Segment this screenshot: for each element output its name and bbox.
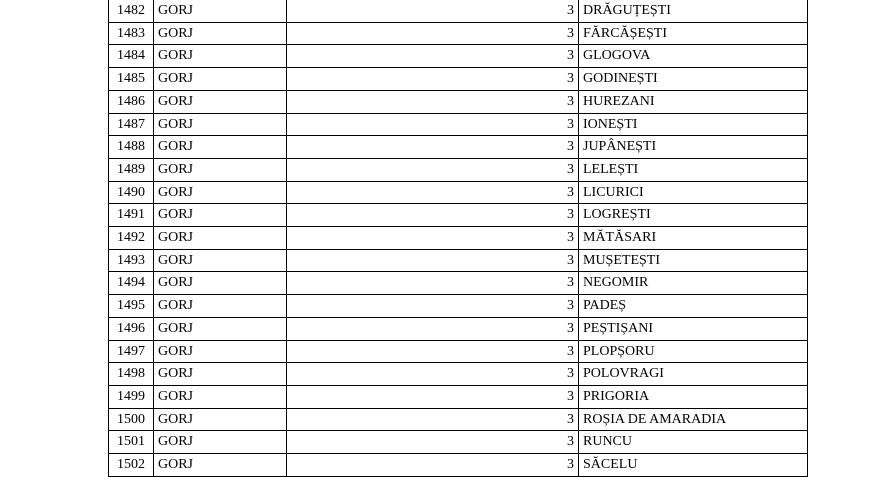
code-cell: 3 xyxy=(287,317,579,340)
row-number-cell: 1484 xyxy=(109,45,154,68)
county-cell: GORJ xyxy=(154,0,287,22)
locality-cell: SĂCELU xyxy=(579,454,808,477)
locality-cell: PRIGORIA xyxy=(579,385,808,408)
table-row xyxy=(109,385,808,408)
table-row xyxy=(109,272,808,295)
county-cell: GORJ xyxy=(154,90,287,113)
code-cell: 3 xyxy=(287,340,579,363)
locality-cell: HUREZANI xyxy=(579,90,808,113)
locality-cell: MĂTĂSARI xyxy=(579,227,808,250)
table-row xyxy=(109,68,808,91)
code-cell: 3 xyxy=(287,113,579,136)
table-row xyxy=(109,408,808,431)
locality-cell: LOGREȘTI xyxy=(579,204,808,227)
locality-cell: GODINEȘTI xyxy=(579,68,808,91)
table-row xyxy=(109,90,808,113)
table-row xyxy=(109,340,808,363)
table-row xyxy=(109,181,808,204)
row-number-cell: 1501 xyxy=(109,431,154,454)
row-number-cell: 1482 xyxy=(109,0,154,22)
county-cell: GORJ xyxy=(154,227,287,250)
locality-cell: JUPÂNEȘTI xyxy=(579,136,808,159)
row-number-cell: 1500 xyxy=(109,408,154,431)
county-cell: GORJ xyxy=(154,158,287,181)
code-cell: 3 xyxy=(287,0,579,22)
row-number-cell: 1483 xyxy=(109,22,154,45)
county-cell: GORJ xyxy=(154,22,287,45)
county-cell: GORJ xyxy=(154,454,287,477)
localities-table xyxy=(108,0,808,477)
code-cell: 3 xyxy=(287,45,579,68)
code-cell: 3 xyxy=(287,249,579,272)
table-row xyxy=(109,431,808,454)
row-number-cell: 1497 xyxy=(109,340,154,363)
locality-cell: PEȘTIȘANI xyxy=(579,317,808,340)
code-cell: 3 xyxy=(287,90,579,113)
code-cell: 3 xyxy=(287,431,579,454)
table-row xyxy=(109,363,808,386)
code-cell: 3 xyxy=(287,136,579,159)
row-number-cell: 1492 xyxy=(109,227,154,250)
county-cell: GORJ xyxy=(154,113,287,136)
row-number-cell: 1499 xyxy=(109,385,154,408)
county-cell: GORJ xyxy=(154,408,287,431)
county-cell: GORJ xyxy=(154,136,287,159)
table-row xyxy=(109,136,808,159)
row-number-cell: 1491 xyxy=(109,204,154,227)
row-number-cell: 1493 xyxy=(109,249,154,272)
locality-cell: LELEȘTI xyxy=(579,158,808,181)
county-cell: GORJ xyxy=(154,68,287,91)
table-body xyxy=(109,0,808,476)
row-number-cell: 1488 xyxy=(109,136,154,159)
row-number-cell: 1498 xyxy=(109,363,154,386)
code-cell: 3 xyxy=(287,408,579,431)
county-cell: GORJ xyxy=(154,204,287,227)
code-cell: 3 xyxy=(287,363,579,386)
row-number-cell: 1489 xyxy=(109,158,154,181)
county-cell: GORJ xyxy=(154,431,287,454)
row-number-cell: 1495 xyxy=(109,295,154,318)
table-row xyxy=(109,295,808,318)
locality-cell: NEGOMIR xyxy=(579,272,808,295)
county-cell: GORJ xyxy=(154,181,287,204)
table-row xyxy=(109,227,808,250)
table-row xyxy=(109,113,808,136)
code-cell: 3 xyxy=(287,295,579,318)
county-cell: GORJ xyxy=(154,249,287,272)
code-cell: 3 xyxy=(287,454,579,477)
locality-cell: GLOGOVA xyxy=(579,45,808,68)
row-number-cell: 1487 xyxy=(109,113,154,136)
code-cell: 3 xyxy=(287,204,579,227)
table-row xyxy=(109,454,808,477)
table-row xyxy=(109,317,808,340)
code-cell: 3 xyxy=(287,385,579,408)
table-row xyxy=(109,45,808,68)
row-number-cell: 1485 xyxy=(109,68,154,91)
locality-cell: PADEȘ xyxy=(579,295,808,318)
code-cell: 3 xyxy=(287,68,579,91)
county-cell: GORJ xyxy=(154,45,287,68)
row-number-cell: 1486 xyxy=(109,90,154,113)
county-cell: GORJ xyxy=(154,363,287,386)
row-number-cell: 1494 xyxy=(109,272,154,295)
locality-cell: ROȘIA DE AMARADIA xyxy=(579,408,808,431)
table-row xyxy=(109,22,808,45)
locality-cell: RUNCU xyxy=(579,431,808,454)
table-row xyxy=(109,158,808,181)
code-cell: 3 xyxy=(287,22,579,45)
locality-cell: DRĂGUȚEȘTI xyxy=(579,0,808,22)
code-cell: 3 xyxy=(287,272,579,295)
county-cell: GORJ xyxy=(154,317,287,340)
table-row xyxy=(109,249,808,272)
table-row xyxy=(109,0,808,22)
locality-cell: POLOVRAGI xyxy=(579,363,808,386)
county-cell: GORJ xyxy=(154,340,287,363)
locality-cell: LICURICI xyxy=(579,181,808,204)
row-number-cell: 1502 xyxy=(109,454,154,477)
code-cell: 3 xyxy=(287,227,579,250)
locality-cell: PLOPȘORU xyxy=(579,340,808,363)
county-cell: GORJ xyxy=(154,295,287,318)
locality-cell: IONEȘTI xyxy=(579,113,808,136)
row-number-cell: 1496 xyxy=(109,317,154,340)
county-cell: GORJ xyxy=(154,272,287,295)
row-number-cell: 1490 xyxy=(109,181,154,204)
table-row xyxy=(109,204,808,227)
code-cell: 3 xyxy=(287,158,579,181)
locality-cell: FĂRCĂȘEȘTI xyxy=(579,22,808,45)
county-cell: GORJ xyxy=(154,385,287,408)
locality-cell: MUȘETEȘTI xyxy=(579,249,808,272)
code-cell: 3 xyxy=(287,181,579,204)
